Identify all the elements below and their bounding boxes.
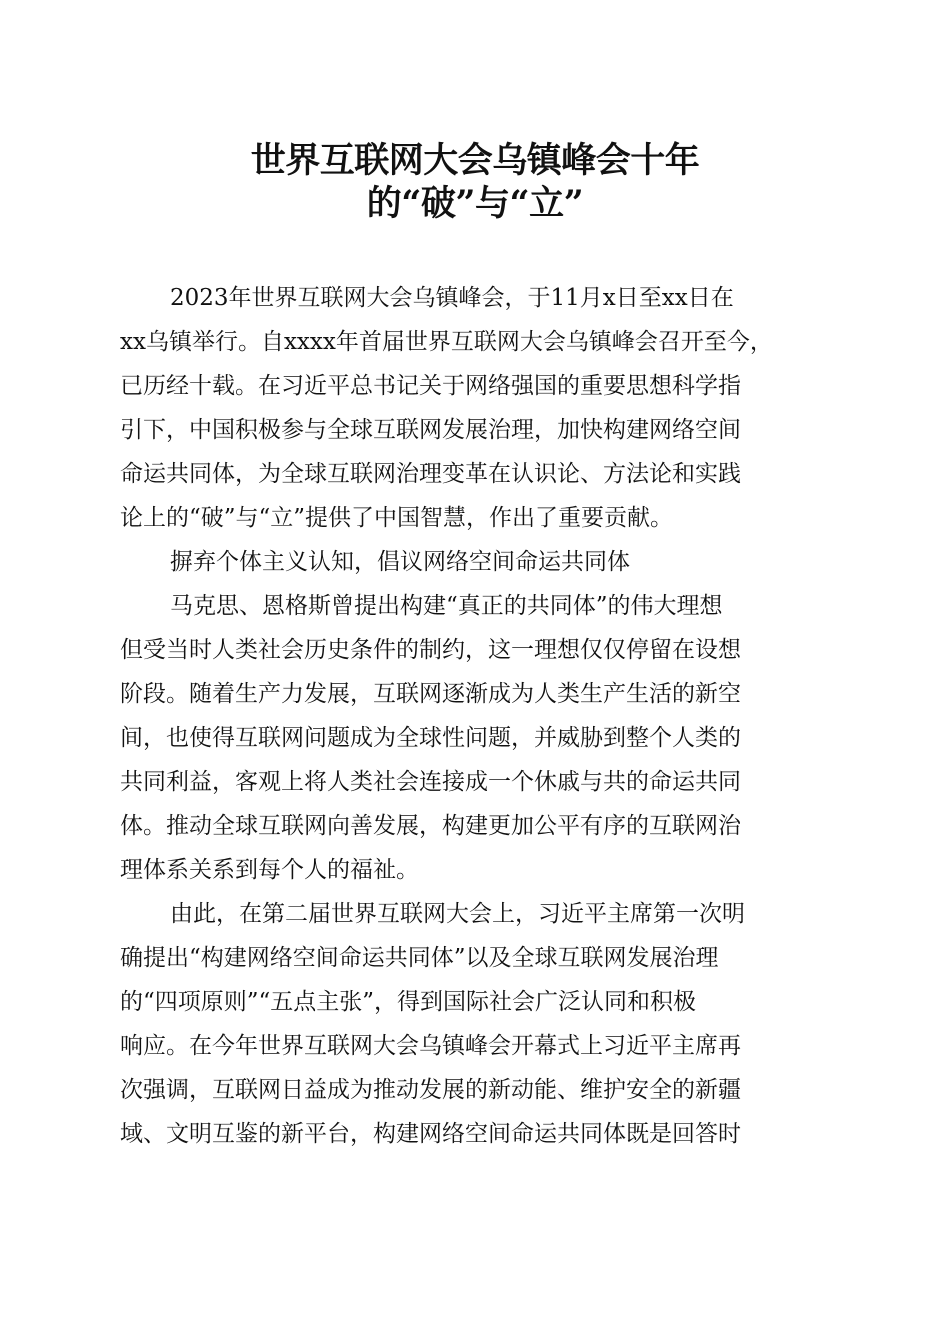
paragraph-line: 阶段。随着生产力发展，互联网逐渐成为人类生产生活的新空	[120, 681, 741, 707]
paragraph-line: 域、文明互鉴的新平台，构建网络空间命运共同体既是回答时	[120, 1121, 741, 1147]
paragraph-line: 命运共同体，为全球互联网治理变革在认识论、方法论和实践	[120, 461, 741, 487]
paragraph-line: 次强调，互联网日益成为推动发展的新动能、维护安全的新疆	[120, 1077, 741, 1103]
paragraph-line: 共同利益，客观上将人类社会连接成一个休戚与共的命运共同	[120, 769, 741, 795]
paragraph-line: xx乌镇举行。自xxxx年首届世界互联网大会乌镇峰会召开至今，	[120, 329, 773, 355]
paragraph-line: 马克思、恩格斯曾提出构建“真正的共同体”的伟大理想	[170, 593, 723, 619]
title-line-2: 的“破”与“立”	[366, 183, 584, 224]
title-line-1: 世界互联网大会乌镇峰会十年	[250, 140, 700, 181]
paragraph-line: 但受当时人类社会历史条件的制约，这一理想仅仅停留在设想	[120, 637, 741, 663]
paragraph-line: 2023年世界互联网大会乌镇峰会，于11月x日至xx日在	[170, 285, 734, 311]
paragraph-line: 论上的“破”与“立”提供了中国智慧，作出了重要贡献。	[120, 505, 674, 531]
paragraph-line: 响应。在今年世界互联网大会乌镇峰会开幕式上习近平主席再	[120, 1033, 741, 1059]
paragraph-line: 由此，在第二届世界互联网大会上，习近平主席第一次明	[170, 901, 745, 927]
section-heading: 摒弃个体主义认知，倡议网络空间命运共同体	[170, 549, 630, 575]
paragraph-line: 理体系关系到每个人的福祉。	[120, 857, 419, 883]
paragraph-line: 已历经十载。在习近平总书记关于网络强国的重要思想科学指	[120, 373, 741, 399]
paragraph-line: 体。推动全球互联网向善发展，构建更加公平有序的互联网治	[120, 813, 741, 839]
paragraph-line: 间，也使得互联网问题成为全球性问题，并威胁到整个人类的	[120, 725, 741, 751]
paragraph-line: 的“四项原则”“五点主张”，得到国际社会广泛认同和积极	[120, 989, 697, 1015]
paragraph-line: 引下，中国积极参与全球互联网发展治理，加快构建网络空间	[120, 417, 741, 443]
paragraph-line: 确提出“构建网络空间命运共同体”以及全球互联网发展治理	[120, 945, 719, 971]
